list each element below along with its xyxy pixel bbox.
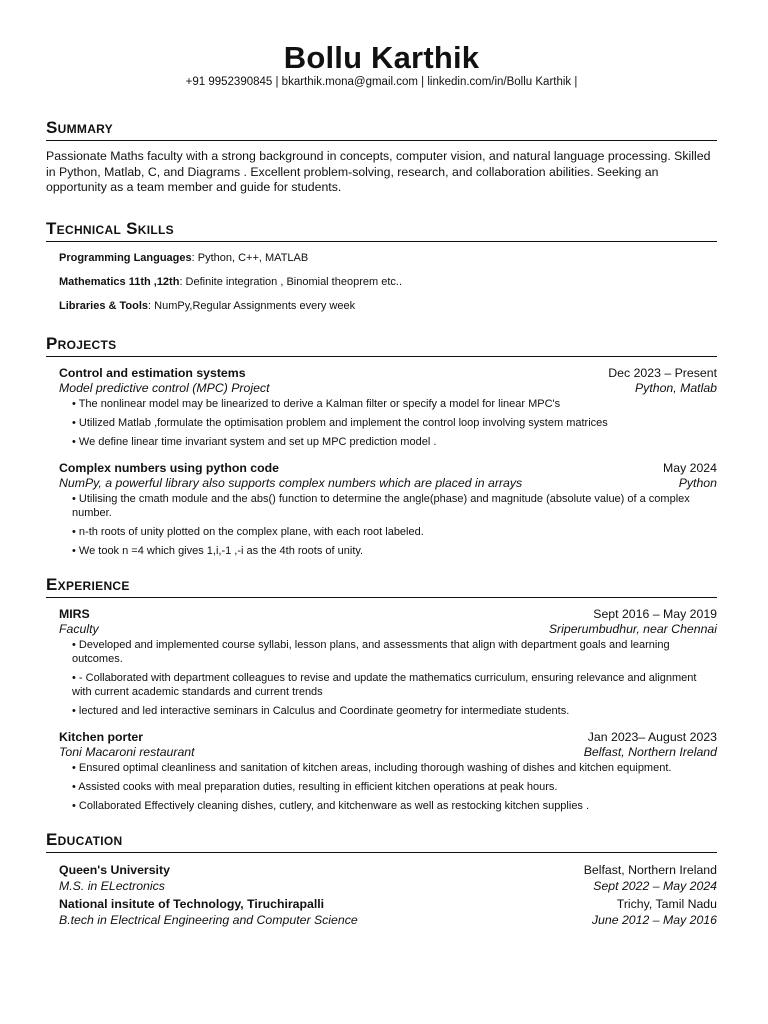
experience-date: Jan 2023– August 2023 xyxy=(587,729,717,744)
skills-section xyxy=(46,220,717,313)
project-bullets xyxy=(72,492,717,558)
experience-role: Toni Macaroni restaurant xyxy=(59,745,195,759)
experience-location: Sriperumbudhur, near Chennai xyxy=(548,622,717,636)
projects-section xyxy=(46,335,717,558)
experience-section xyxy=(46,576,717,813)
education-dates: Sept 2022 – May 2024 xyxy=(593,878,717,893)
skill-label: Mathematics 11th ,12th xyxy=(59,275,180,288)
project-tech: Python xyxy=(678,476,717,490)
project-name: Complex numbers using python code xyxy=(59,460,279,475)
education-entry xyxy=(59,896,717,928)
experience-entry xyxy=(59,607,717,718)
bullet-item: • We took n =4 which gives 1,i,-1 ,-i as the 4th roots of unity. xyxy=(72,544,364,557)
project-header-row xyxy=(59,461,717,477)
education-sub-row xyxy=(59,878,717,894)
skill-item xyxy=(59,299,717,313)
project-subtitle: NumPy, a powerful library also supports complex numbers which are placed in arrays xyxy=(59,476,523,490)
bullet-item: • Utilising the cmath module and the abs() function to determine the angle(phase) and magnitude (absolute value) of a complex number. xyxy=(72,492,690,519)
experience-sub-row xyxy=(59,745,717,761)
experience-entry xyxy=(59,730,717,813)
education-school: Queen's University xyxy=(59,862,170,877)
bullet-item: • Ensured optimal cleanliness and sanitation of kitchen areas, including thorough washing of dishes and kitchen equipment. xyxy=(72,761,672,774)
experience-date: Sept 2016 – May 2019 xyxy=(593,606,717,621)
experience-sub-row xyxy=(59,622,717,638)
experience-bullets xyxy=(72,761,717,813)
education-heading: Education xyxy=(46,831,717,853)
skills-list xyxy=(46,251,717,313)
bullet-item: • The nonlinear model may be linearized to derive a Kalman filter or specify a model for linear MPC's xyxy=(72,397,561,410)
education-sub-row xyxy=(59,912,717,928)
skill-item xyxy=(59,251,717,265)
education-list xyxy=(46,862,717,928)
project-entry xyxy=(59,461,717,558)
project-sub-row xyxy=(59,381,717,397)
bullet-item: • lectured and led interactive seminars in Calculus and Coordinate geometry for intermediate students. xyxy=(72,704,570,717)
experience-bullets xyxy=(72,638,717,718)
candidate-name: Bollu Karthik xyxy=(283,40,480,75)
experience-header-row xyxy=(59,730,717,746)
project-entry xyxy=(59,366,717,449)
education-degree: B.tech in Electrical Engineering and Computer Science xyxy=(59,912,358,927)
education-header-row xyxy=(59,862,717,878)
bullet-item: • - Collaborated with department colleagues to revise and update the mathematics curriculum, ensuring relevance and alignment with current academic standards and current trends xyxy=(72,671,697,698)
education-school: National insitute of Technology, Tiruchirapalli xyxy=(59,896,325,911)
experience-org: Kitchen porter xyxy=(59,729,144,744)
summary-heading: Summary xyxy=(46,119,717,141)
project-tech: Python, Matlab xyxy=(634,381,717,395)
education-dates: June 2012 – May 2016 xyxy=(591,912,717,927)
project-header-row xyxy=(59,366,717,382)
experience-org: MIRS xyxy=(59,606,90,621)
skill-label: Programming Languages xyxy=(59,251,192,264)
education-entry xyxy=(59,862,717,894)
skill-value: : Definite integration , Binomial theoprem etc.. xyxy=(179,275,402,288)
education-location: Belfast, Northern Ireland xyxy=(583,862,717,877)
bullet-item: • Developed and implemented course syllabi, lesson plans, and assessments that align with department goals and learning outcomes. xyxy=(72,638,670,665)
project-subtitle: Model predictive control (MPC) Project xyxy=(59,381,270,395)
contact-line: +91 9952390845 | bkarthik.mona@gmail.com | linkedin.com/in/Bollu Karthik | xyxy=(185,76,578,88)
education-degree: M.S. in ELectronics xyxy=(59,878,165,893)
experience-heading: Experience xyxy=(46,576,717,598)
project-date: May 2024 xyxy=(662,460,717,475)
project-sub-row xyxy=(59,476,717,492)
experience-list xyxy=(46,607,717,813)
bullet-item: • Utilized Matlab ,formulate the optimisation problem and implement the control loop involving system matrices xyxy=(72,416,608,429)
projects-heading: Projects xyxy=(46,335,717,357)
bullet-item: • We define linear time invariant system and set up MPC prediction model . xyxy=(72,435,437,448)
education-section xyxy=(46,831,717,928)
experience-location: Belfast, Northern Ireland xyxy=(583,745,717,759)
project-date: Dec 2023 – Present xyxy=(608,365,717,380)
skill-value: : Python, C++, MATLAB xyxy=(191,251,309,264)
education-location: Trichy, Tamil Nadu xyxy=(616,896,717,911)
bullet-item: • n-th roots of unity plotted on the complex plane, with each root labeled. xyxy=(72,525,424,538)
experience-role: Faculty xyxy=(59,622,99,636)
projects-list xyxy=(46,366,717,558)
bullet-item: • Assisted cooks with meal preparation duties, resulting in efficient kitchen operations at peak hours. xyxy=(72,780,558,793)
skill-value: : NumPy,Regular Assignments every week xyxy=(148,299,356,312)
project-name: Control and estimation systems xyxy=(59,365,246,380)
experience-header-row xyxy=(59,607,717,623)
summary-section xyxy=(46,119,717,196)
skill-item xyxy=(59,275,717,289)
bullet-item: • Collaborated Effectively cleaning dishes, cutlery, and kitchenware as well as restocking kitchen supplies . xyxy=(72,799,590,812)
summary-text: Passionate Maths faculty with a strong background in concepts, computer vision, and natural language processing. Skilled in Python, Matlab, C, and Diagrams . Excellent problem-solving, research, and collaboration abilities. Seeking an opportunity as a team member and guide for students. xyxy=(46,149,711,194)
education-header-row xyxy=(59,896,717,912)
project-bullets xyxy=(72,397,717,449)
skills-heading: Technical Skills xyxy=(46,220,717,242)
skill-label: Libraries & Tools xyxy=(59,299,149,312)
